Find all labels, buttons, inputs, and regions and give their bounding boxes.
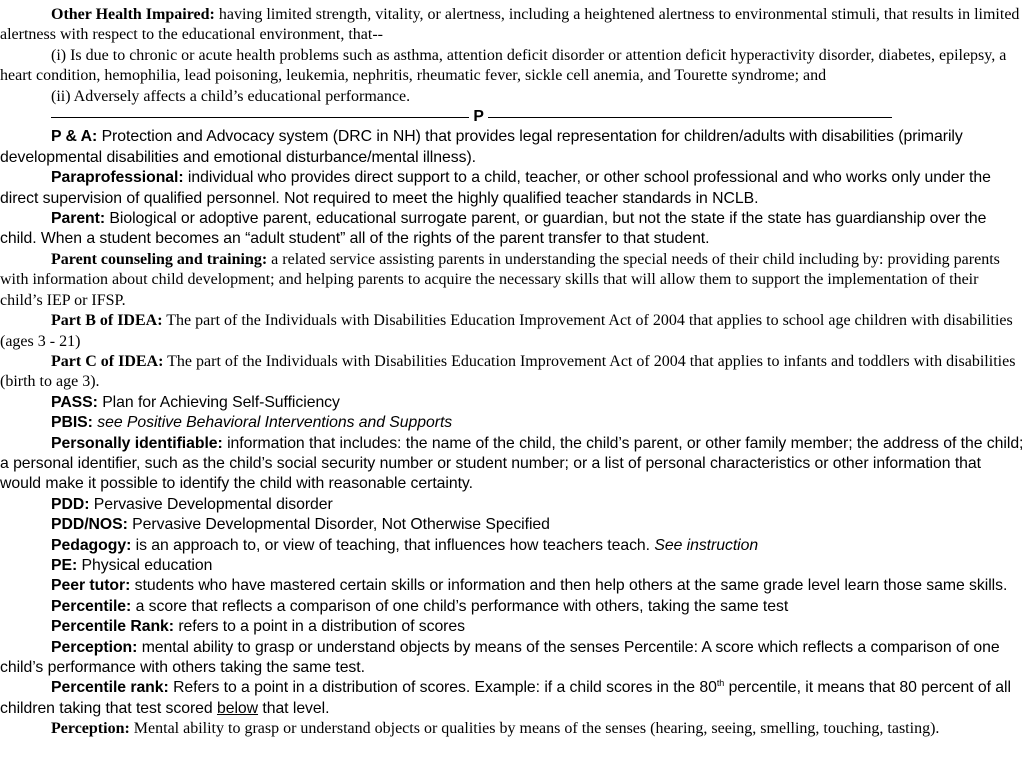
entry-term: Perception: (51, 638, 138, 656)
entry-definition: refers to a point in a distribution of scores (174, 618, 465, 636)
glossary-page (0, 5, 1024, 740)
divider-line-left (51, 117, 469, 118)
entry-pbis (0, 413, 1024, 433)
entry-term: Peer tutor: (51, 577, 131, 595)
entry-definition: (i) Is due to chronic or acute health problems such as asthma, attention deficit disorder or attention deficit hyperactivity disorder, diabetes, epilepsy, a heart condition, hemophilia, lead poisoning, leukemia, nephritis, rheumatic fever, sickle cell anemia, and Tourette syndrome; and (0, 46, 1007, 85)
entry-subitem-ii (0, 87, 1024, 107)
entry-term: Percentile: (51, 597, 132, 615)
entry-definition: a score that reflects a comparison of one child’s performance with others, taking the same test (131, 597, 789, 615)
entry-definition: Refers to a point in a distribution of scores. Example: if a child scores in the 80 (168, 679, 717, 697)
entry-term: PDD: (51, 495, 90, 513)
entry-definition: Pervasive Developmental Disorder, Not Otherwise Specified (127, 516, 550, 534)
entry-pdd-nos (0, 515, 1024, 535)
entry-p-and-a (0, 127, 1024, 168)
entry-paraprofessional (0, 168, 1024, 209)
entry-term: Paraprofessional: (51, 169, 184, 187)
entry-definition: (ii) Adversely affects a child’s educational performance. (51, 87, 411, 105)
underlined-word: below (217, 699, 259, 717)
entry-perception-long (0, 719, 1024, 739)
entry-pedagogy (0, 536, 1024, 556)
entry-definition: mental ability to grasp or understand objects by means of the senses Percentile: A score which reflects a comparison of one child’s performance with others taking the same test. (0, 638, 1000, 676)
section-divider-p (0, 107, 1024, 127)
entry-perception-short (0, 638, 1024, 679)
entry-definition: see Positive Behavioral Interventions and Supports (92, 414, 453, 432)
entry-percentile-rank-short (0, 617, 1024, 637)
entry-definition: Mental ability to grasp or understand objects or qualities by means of the senses (hearing, seeing, smelling, touching, tasting). (129, 720, 940, 738)
entry-subitem-i (0, 46, 1024, 87)
entry-term: PDD/NOS: (51, 516, 128, 534)
divider-line-right (488, 117, 892, 118)
entry-pe (0, 556, 1024, 576)
entry-personally-identifiable (0, 434, 1024, 495)
entry-term: Part C of IDEA: (51, 352, 164, 370)
entry-term: PE: (51, 556, 78, 574)
entry-percentile (0, 597, 1024, 617)
entry-pass (0, 393, 1024, 413)
entry-part-b-idea (0, 311, 1024, 352)
entry-definition: Pervasive Developmental disorder (89, 495, 333, 513)
entry-definition: is an approach to, or view of teaching, that influences how teachers teach. (131, 536, 655, 554)
entry-cross-reference: See instruction (654, 536, 759, 554)
entry-definition: a related service assisting parents in understanding the special needs of their child including by: providing parents with information about child development; and helping parents to acquire the necessary skills that will allow them to support the implementation of their child’s IEP or IFSP. (0, 250, 1000, 309)
entry-definition: individual who provides direct support to a child, teacher, or other school professional and who works only under the direct supervision of qualified personnel. Not required to meet the highly qualified teacher standards in NCLB. (0, 169, 991, 207)
entry-other-health-impaired (0, 5, 1024, 46)
entry-term: PBIS: (51, 414, 93, 432)
entry-term: Pedagogy: (51, 536, 132, 554)
entry-parent (0, 209, 1024, 250)
entry-definition: Plan for Achieving Self-Sufficiency (97, 393, 340, 411)
entry-term: PASS: (51, 393, 98, 411)
entry-parent-counseling (0, 250, 1024, 311)
entry-definition: students who have mastered certain skills or information and then help others at the same grade level learn those same skills. (130, 577, 1008, 595)
entry-term: P & A: (51, 128, 98, 146)
entry-peer-tutor (0, 576, 1024, 596)
entry-term: Perception: (51, 720, 130, 738)
entry-pdd (0, 495, 1024, 515)
entry-term: Percentile rank: (51, 679, 169, 697)
entry-definition: The part of the Individuals with Disabilities Education Improvement Act of 2004 that applies to infants and toddlers with disabilities (birth to age 3). (0, 352, 1016, 391)
entry-definition: information that includes: the name of the child, the child’s parent, or other family member; the address of the child; a personal identifier, such as the child’s social security number or student number; or a list of personal characteristics or other information that would make it possible to identify the child with reasonable certainty. (0, 434, 1024, 493)
entry-definition: Physical education (77, 556, 213, 574)
entry-definition: Biological or adoptive parent, educational surrogate parent, or guardian, but not the state if the state has guardianship over the child. When a student becomes an “adult student” all of the rights of the parent transfer to that student. (0, 210, 987, 248)
entry-definition-end: that level. (258, 699, 330, 717)
entry-term: Personally identifiable: (51, 434, 223, 452)
entry-term: Parent: (51, 210, 106, 228)
section-letter: P (473, 108, 484, 126)
entry-definition: The part of the Individuals with Disabilities Education Improvement Act of 2004 that applies to school age children with disabilities (ages 3 - 21) (0, 312, 1013, 350)
entry-definition: Protection and Advocacy system (DRC in NH) that provides legal representation for children/adults with disabilities (primarily developmental disabilities and emotional disturbance/mental illness). (0, 128, 963, 166)
entry-part-c-idea (0, 352, 1024, 393)
entry-term: Parent counseling and training: (51, 250, 268, 268)
entry-definition-cont: percentile, it means that 80 percent of all children taking that test scored (0, 679, 1011, 717)
ordinal-suffix: th (716, 678, 725, 689)
entry-percentile-rank-long (0, 678, 1024, 719)
entry-definition: having limited strength, vitality, or alertness, including a heightened alertness to environmental stimuli, that results in limited alertness with respect to the educational environment, that-- (0, 6, 1020, 44)
entry-term: Percentile Rank: (51, 618, 174, 636)
entry-term: Other Health Impaired: (51, 6, 215, 23)
entry-term: Part B of IDEA: (51, 312, 163, 330)
